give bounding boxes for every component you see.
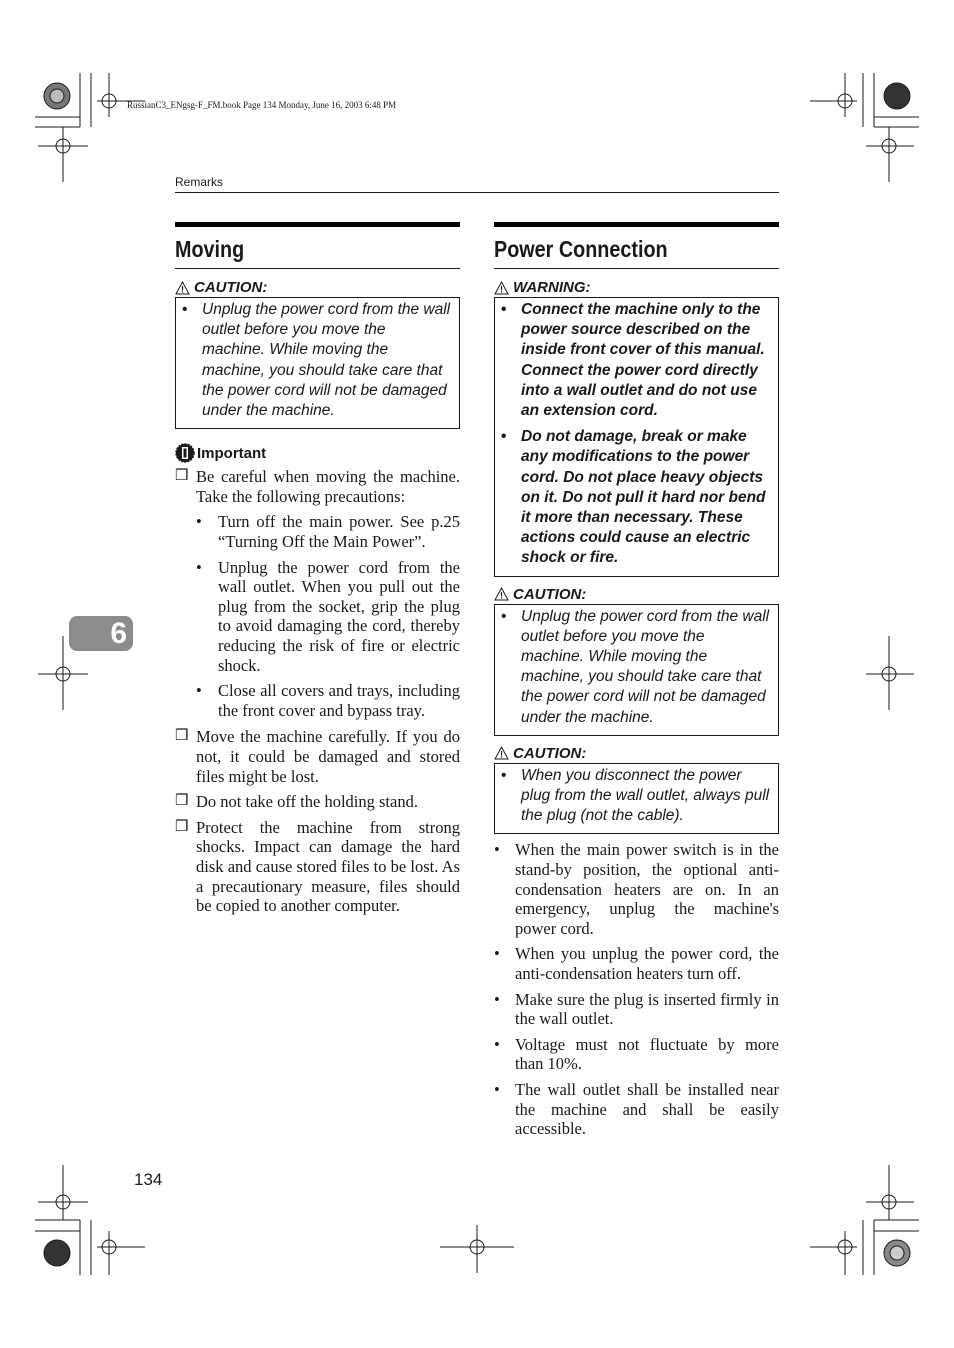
sub-bullet-text: Unplug the power cord from the wall outlet. When you pull out the plug from the socket, grip the plug to avoid damaging the cord, thereby reducing the risk of fire or electric shock. [218, 557, 460, 675]
caution-box [494, 604, 779, 736]
caution-label-text: CAUTION: [194, 279, 268, 296]
warning-triangle-icon [494, 587, 509, 601]
running-head: Remarks [175, 175, 224, 189]
note-text: When the main power switch is in the stand-by position, the optional anti-condensation heaters are on. In an emergency, unplug the machine's power cord. [515, 840, 779, 938]
note-item: • When you unplug the power cord, the anti-condensation heaters turn off. [494, 944, 779, 984]
caution-label [494, 745, 779, 762]
warning-triangle-icon [175, 281, 190, 295]
page-number: 134 [134, 1170, 163, 1189]
checklist-text: Protect the machine from strong shocks. Impact can damage the hard disk and cause stored files to be lost. As a precautionary measure, files should be copied to another computer. [196, 817, 460, 916]
caution-item: • Unplug the power cord from the wall outlet before you move the machine. While moving the machine, you should take care that the power cord will not be damaged under the machine. [501, 607, 770, 728]
note-text: Make sure the plug is inserted firmly in the wall outlet. [515, 989, 779, 1029]
note-item: • When the main power switch is in the stand-by position, the optional anti-condensation heaters are on. In an emergency, unplug the machine's power cord. [494, 840, 779, 938]
checklist-item [175, 818, 460, 916]
checkbox-icon: ❒ [175, 793, 189, 810]
caution-label-text: CAUTION: [513, 585, 587, 603]
checklist-text: Do not take off the holding stand. [196, 792, 418, 812]
warning-item-text: Do not damage, break or make any modifications to the power cord. Do not place heavy objects on it. Do not pull it hard nor bend it more than necessary. These actions could cause an electric shock or fire. [521, 428, 766, 567]
section-title: Power Connection [494, 236, 668, 262]
warning-item: • Connect the machine only to the power source described on the inside front cover of this manual. Connect the power cord directly into a wall outlet and do not use an extension cord. [501, 300, 770, 421]
checkbox-icon: ❒ [175, 468, 189, 485]
moving-section [175, 222, 460, 916]
checklist-item [175, 467, 460, 720]
note-text: Voltage must not fluctuate by more than 10%. [515, 1034, 779, 1074]
warning-item: • Do not damage, break or make any modifications to the power cord. Do not place heavy objects on it. Do not pull it hard nor bend it more than necessary. These actions could cause an electric shock or fire. [501, 427, 770, 568]
section-rule [175, 222, 460, 227]
warning-item-text: Connect the machine only to the power source described on the inside front cover of this manual. Connect the power cord directly into a wall outlet and do not use an extension cord. [521, 301, 765, 420]
warning-triangle-icon [494, 746, 509, 760]
note-item: • The wall outlet shall be installed near the machine and shall be easily accessible. [494, 1080, 779, 1139]
warning-label-text: WARNING: [513, 279, 591, 296]
section-title: Moving [175, 236, 245, 262]
warning-box [494, 297, 779, 577]
caution-box [175, 297, 460, 429]
checklist-text: Move the machine carefully. If you do not, it could be damaged and stored files might be lost. [196, 727, 460, 786]
note-item: • Make sure the plug is inserted firmly in the wall outlet. [494, 989, 779, 1029]
print-info: RussianC3_ENgsg-F_FM.book Page 134 Monday, June 16, 2003 6:48 PM [127, 100, 397, 110]
important-label: Important [197, 444, 267, 462]
caution-box [494, 763, 779, 835]
important-icon [175, 443, 195, 463]
note-text: When you unplug the power cord, the anti-condensation heaters turn off. [515, 944, 779, 984]
note-text: The wall outlet shall be installed near the machine and shall be easily accessible. [515, 1080, 779, 1139]
note-item: • Voltage must not fluctuate by more than 10%. [494, 1034, 779, 1074]
power-connection-section [494, 222, 779, 1139]
sub-bullet-text: Turn off the main power. See p.25 “Turning Off the Main Power”. [218, 512, 460, 551]
header-rule [175, 192, 779, 193]
important-heading [175, 443, 460, 463]
note-list [494, 840, 779, 1138]
caution-label-text: CAUTION: [513, 744, 587, 762]
sub-bullet-text: Close all covers and trays, including the front cover and bypass tray. [218, 681, 460, 720]
sub-bullet: • Unplug the power cord from the wall outlet. When you pull out the plug from the socket, grip the plug to avoid damaging the cord, thereby reducing the risk of fire or electric shock. [196, 557, 460, 675]
section-rule [175, 268, 460, 269]
section-rule [494, 222, 779, 227]
checklist-text: Be careful when moving the machine. Take the following precautions: [196, 467, 460, 506]
checklist-item [175, 792, 460, 812]
checkbox-icon: ❒ [175, 728, 189, 745]
caution-item-text: When you disconnect the power plug from the wall outlet, always pull the plug (not the cable). [521, 766, 770, 825]
caution-label [175, 279, 460, 296]
section-rule [494, 268, 779, 269]
warning-triangle-icon [494, 281, 509, 295]
caution-item-text: Unplug the power cord from the wall outlet before you move the machine. While moving the machine, you should take care that the power cord will not be damaged under the machine. [521, 607, 770, 726]
caution-item: • When you disconnect the power plug from the wall outlet, always pull the plug (not the cable). [501, 766, 770, 827]
checklist-item [175, 727, 460, 786]
checkbox-icon: ❒ [175, 818, 189, 835]
sub-bullet: • Turn off the main power. See p.25 “Turning Off the Main Power”. [196, 512, 460, 551]
chapter-tab: 6 [69, 616, 133, 651]
caution-item-text: Unplug the power cord from the wall outlet before you move the machine. While moving the machine, you should take care that the power cord will not be damaged under the machine. [202, 301, 451, 420]
sub-bullet: • Close all covers and trays, including the front cover and bypass tray. [196, 681, 460, 720]
warning-label [494, 279, 779, 296]
caution-label [494, 586, 779, 603]
caution-item: • Unplug the power cord from the wall outlet before you move the machine. While moving the machine, you should take care that the power cord will not be damaged under the machine. [182, 300, 451, 421]
